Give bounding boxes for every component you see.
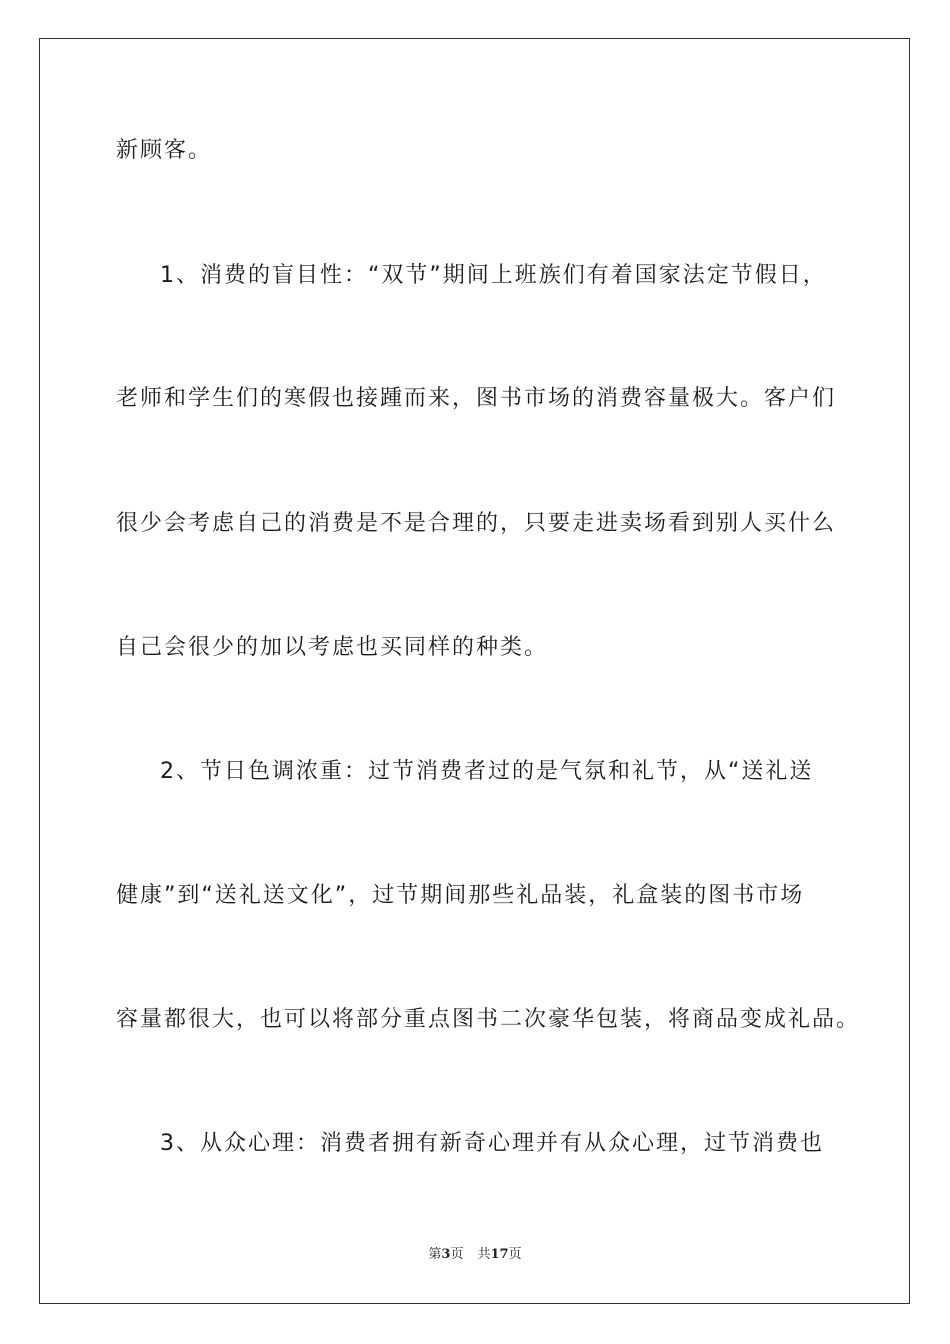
body-line-7: 健康”到“送礼送文化”，过节期间那些礼品装，礼盒装的图书市场 [116,883,805,908]
total-pages: 17 [490,1247,509,1262]
page-footer [0,1246,950,1264]
body-line-4: 很少会考虑自己的消费是不是合理的，只要走进卖场看到别人买什么 [116,511,837,536]
body-line-5: 自己会很少的加以考虑也买同样的种类。 [116,635,549,660]
page-prefix: 第 [428,1247,442,1262]
total-prefix: 共 [477,1247,491,1262]
body-line-8: 容量都很大，也可以将部分重点图书二次豪华包装，将商品变成礼品。 [116,1007,861,1032]
body-line-9: 3、从众心理：消费者拥有新奇心理并有从众心理，过节消费也 [160,1131,824,1156]
body-line-6: 2、节日色调浓重：过节消费者过的是气氛和礼节，从“送礼送 [160,759,814,784]
page-suffix: 页 [450,1247,464,1262]
body-line-2: 1、消费的盲目性：“双节”期间上班族们有着国家法定节假日， [160,263,827,288]
page-border [39,38,910,1304]
body-line-3: 老师和学生们的寒假也接踵而来，图书市场的消费容量极大。客户们 [116,386,837,411]
body-line-1: 新顾客。 [116,138,213,163]
total-suffix: 页 [508,1247,522,1262]
page-number: 3 [441,1247,451,1262]
